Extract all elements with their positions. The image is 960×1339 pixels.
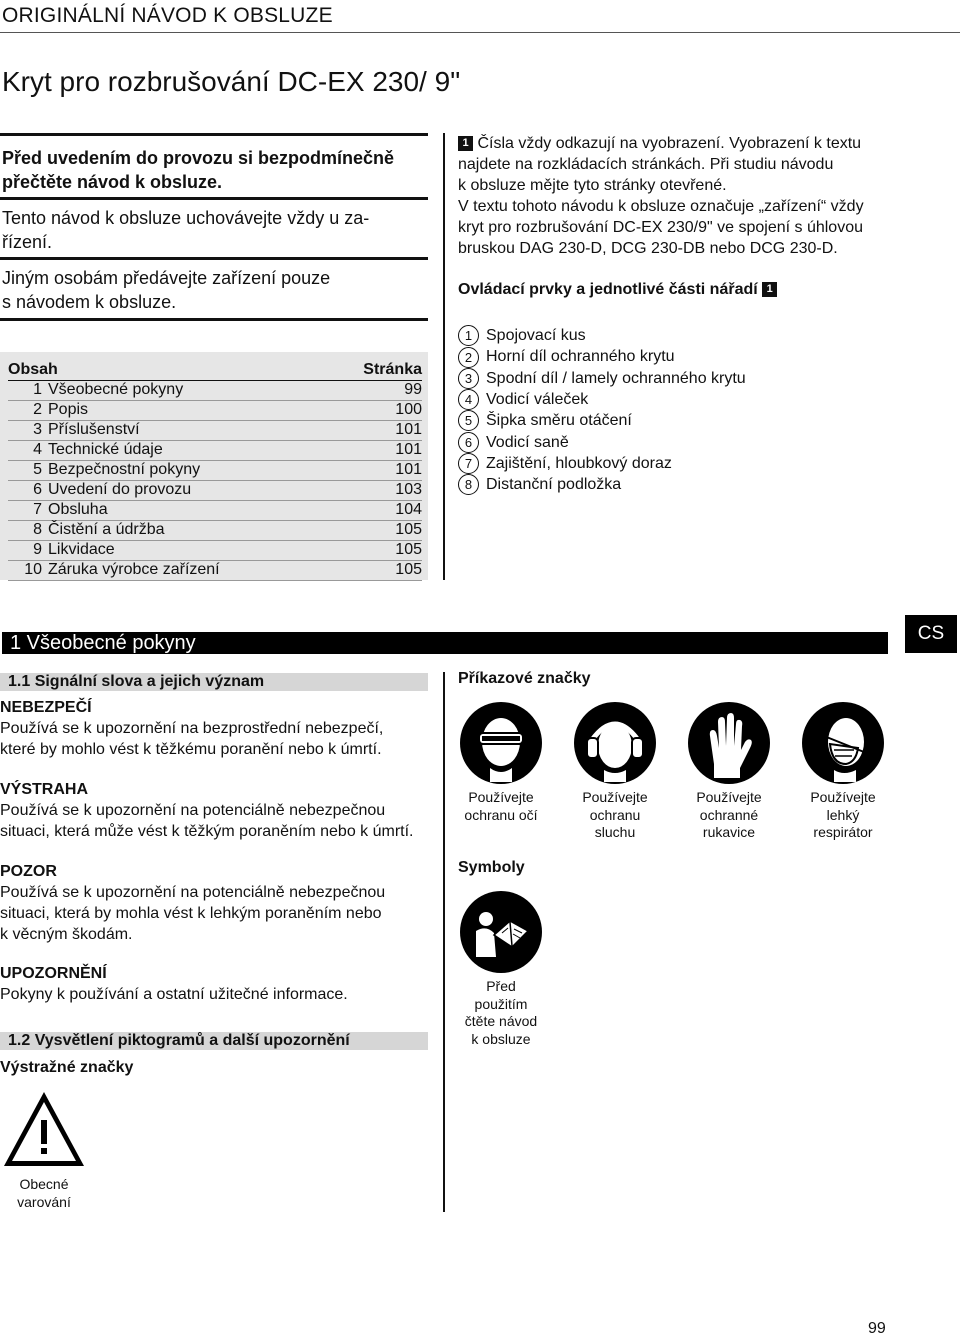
mandatory-sign-caption: Používejte ochranné rukavice — [696, 789, 762, 840]
warning-signs-heading: Výstražné značky — [0, 1059, 134, 1076]
toc-item: 1 Všeobecné pokyny 99 — [33, 381, 422, 398]
subsection-title: 1.1 Signální slova a jejich význam — [0, 673, 428, 691]
language-tab: CS — [905, 615, 957, 653]
signal-caution: POZOR Používá se k upozornění na potenciálně nebezpečnou situaci, která by mohla vést k lehkým poraněním nebo k věcným škodám. — [0, 863, 386, 943]
part-number: 8 — [458, 474, 479, 495]
part-item: 2 Horní díl ochranného krytu — [458, 346, 675, 368]
warning-triangle-icon — [2, 1090, 86, 1168]
part-item: 3 Spodní díl / lamely ochranného krytu — [458, 368, 746, 390]
toc-item: 6 Uvedení do provozu 103 — [33, 481, 422, 498]
column-divider — [443, 672, 445, 1212]
part-number: 3 — [458, 368, 479, 389]
respirator-icon — [802, 702, 884, 784]
mandatory-sign-caption: Používejte lehký respirátor — [810, 789, 876, 840]
signal-warning: VÝSTRAHA Používá se k upozornění na potenciálně nebezpečnou situaci, která může vést k těžkým poraněním nebo k úmrtí. — [0, 781, 414, 840]
section-title: 1 Všeobecné pokyny — [2, 632, 888, 654]
read-manual-icon — [460, 891, 542, 973]
part-number: 2 — [458, 347, 479, 368]
signal-note: UPOZORNĚNÍ Pokyny k používání a ostatní užitečné informace. — [0, 965, 348, 1003]
part-item: 4 Vodicí váleček — [458, 389, 588, 411]
manual-header: ORIGINÁLNÍ NÁVOD K OBSLUZE — [2, 4, 333, 27]
toc-item: 10 Záruka výrobce zařízení 105 — [24, 561, 422, 578]
part-item: 5 Šipka směru otáčení — [458, 410, 632, 432]
toc-item: 4 Technické údaje 101 — [33, 441, 422, 458]
part-item: 7 Zajištění, hloubkový doraz — [458, 453, 672, 475]
intro-rule — [0, 318, 428, 321]
toc-heading: Obsah — [8, 361, 58, 378]
intro-handover-note: Jiným osobám předávejte zařízení pouze s návodem k obsluze. — [2, 268, 331, 312]
mandatory-sign-caption: Používejte ochranu sluchu — [582, 789, 648, 840]
read-manual-caption: Před použitím čtěte návod k obsluze — [464, 978, 538, 1047]
general-warning-caption: Obecné varování — [17, 1176, 71, 1210]
intro-rule — [0, 133, 428, 136]
page-number: 99 — [868, 1320, 886, 1337]
symbols-heading: Symboly — [458, 859, 525, 876]
figure-ref: 1 — [458, 136, 473, 151]
part-item: 6 Vodicí saně — [458, 432, 569, 454]
hearing-protection-icon — [574, 702, 656, 784]
eye-protection-icon — [460, 702, 542, 784]
part-number: 7 — [458, 453, 479, 474]
toc-page-heading: Stránka — [363, 361, 422, 378]
toc-divider — [8, 580, 422, 581]
figure-ref: 1 — [762, 282, 777, 297]
parts-heading: Ovládací prvky a jednotlivé části nářadí 1 — [458, 281, 777, 299]
toc-item: 5 Bezpečnostní pokyny 101 — [33, 461, 422, 478]
figure-note: 1 Čísla vždy odkazují na vyobrazení. Vyobrazení k textu najdete na rozkládacích stránkách. Při studiu návodu k obsluze mějte tyto stránky otevřené. V textu tohoto návodu k obsluze označuje „zařízení“ vždy kryt pro rozbrušování DC-EX 230/9" ve spojení s úhlovou bruskou DAG 230-D, DCG 230-DB nebo DCG 230-D. — [458, 135, 864, 257]
part-number: 4 — [458, 389, 479, 410]
part-number: 6 — [458, 432, 479, 453]
mandatory-signs-heading: Příkazové značky — [458, 670, 591, 687]
table-of-contents — [0, 352, 428, 580]
part-number: 1 — [458, 325, 479, 346]
toc-item: 3 Příslušenství 101 — [33, 421, 422, 438]
part-item: 8 Distanční podložka — [458, 474, 621, 496]
subsection-title: 1.2 Vysvětlení piktogramů a další upozornění — [0, 1032, 428, 1050]
toc-item: 7 Obsluha 104 — [33, 501, 422, 518]
intro-safety-note: Před uvedením do provozu si bezpodmínečně přečtěte návod k obsluze. — [2, 148, 395, 192]
header-divider — [0, 32, 960, 33]
mandatory-sign-caption: Používejte ochranu očí — [464, 789, 538, 823]
part-item: 1 Spojovací kus — [458, 325, 586, 347]
toc-item: 2 Popis 100 — [33, 401, 422, 418]
part-number: 5 — [458, 410, 479, 431]
product-title: Kryt pro rozbrušování DC-EX 230/ 9" — [2, 66, 461, 97]
intro-rule — [0, 257, 428, 260]
column-divider — [443, 133, 445, 580]
protective-gloves-icon — [688, 702, 770, 784]
intro-keep-note: Tento návod k obsluze uchovávejte vždy u za- řízení. — [2, 208, 370, 252]
intro-rule — [0, 197, 428, 200]
toc-item: 8 Čistění a údržba 105 — [33, 521, 422, 538]
toc-item: 9 Likvidace 105 — [33, 541, 422, 558]
signal-danger: NEBEZPEČÍ Používá se k upozornění na bezprostřední nebezpečí, které by mohlo vést k těžkému poranění nebo k úmrtí. — [0, 699, 384, 758]
